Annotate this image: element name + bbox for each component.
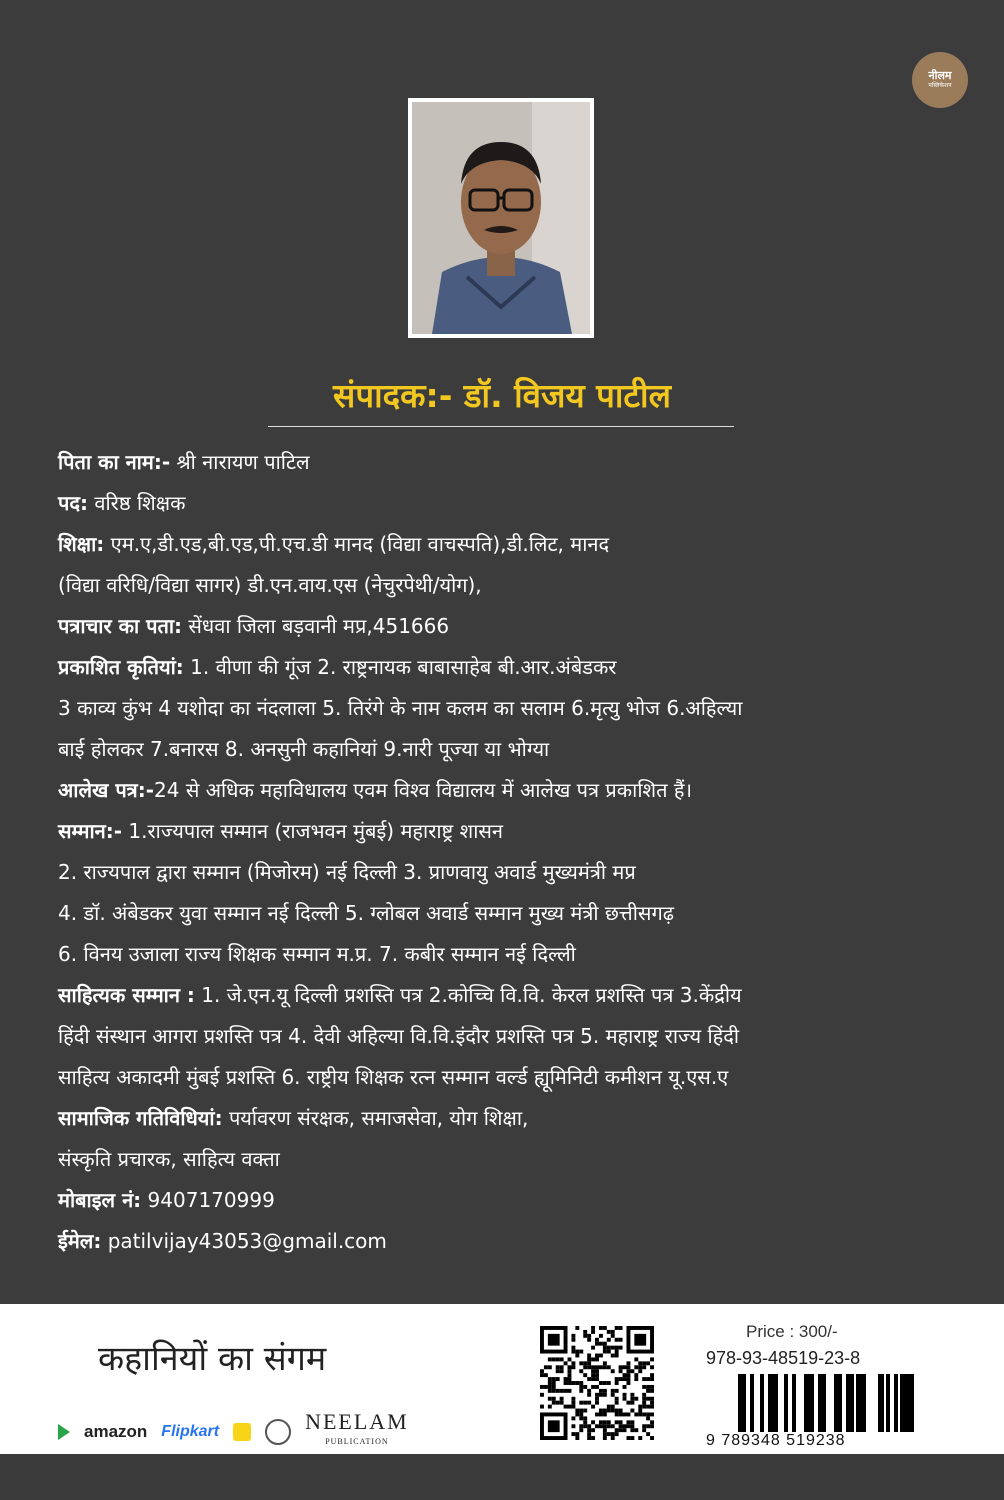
bio-text: हिंदी संस्थान आगरा प्रशस्ति पत्र 4. देवी अहिल्या वि.वि.इंदौर प्रशस्ति पत्र 5. महाराष्ट्र राज्य हिंदी [58, 1024, 740, 1048]
flipkart-logo: Flipkart [161, 1423, 220, 1440]
bio-line [58, 811, 958, 852]
google-play-icon [58, 1424, 70, 1440]
bio-line [58, 852, 958, 893]
publisher-sub: PUBLICATION [325, 1437, 389, 1446]
bio-text: एम.ए,डी.एड,बी.एड,पी.एच.डी मानद (विद्या वाचस्पति),डी.लिट, मानद [104, 532, 610, 556]
author-bio [58, 442, 958, 1262]
bio-text: 3 काव्य कुंभ 4 यशोदा का नंदलाला 5. तिरंगे के नाम कलम का सलाम 6.मृत्यु भोज 6.अहिल्या [58, 696, 743, 720]
bio-line [58, 934, 958, 975]
bio-line [58, 1057, 958, 1098]
divider [268, 426, 734, 427]
publisher-logo [912, 52, 968, 108]
bio-text: 6. विनय उजाला राज्य शिक्षक सम्मान म.प्र. 7. कबीर सम्मान नई दिल्ली [58, 942, 576, 966]
bio-label: पत्राचार का पता: [58, 614, 183, 638]
bio-line [58, 688, 958, 729]
bio-line [58, 647, 958, 688]
bio-text: वरिष्ठ शिक्षक [87, 491, 186, 515]
bio-line [58, 606, 958, 647]
bio-line [58, 893, 958, 934]
bio-line [58, 483, 958, 524]
price: Price : 300/- [746, 1322, 838, 1341]
store-logos [58, 1409, 409, 1452]
bio-line [58, 975, 958, 1016]
bio-text: संस्कृति प्रचारक, साहित्य वक्ता [58, 1147, 280, 1171]
isbn: 978-93-48519-23-8 [706, 1348, 861, 1368]
bio-text: 1. वीणा की गूंज 2. राष्ट्रनायक बाबासाहेब बी.आर.अंबेडकर [183, 655, 617, 679]
bio-line [58, 1098, 958, 1139]
editor-heading: संपादक:- डॉ. विजय पाटील [333, 376, 671, 415]
bio-line [58, 1139, 958, 1180]
bio-text: साहित्य अकादमी मुंबई प्रशस्ति 6. राष्ट्रीय शिक्षक रत्न सम्मान वर्ल्ड ह्यूमिनिटी कमीशन यू.एस.ए [58, 1065, 729, 1089]
bio-text: 1.राज्यपाल सम्मान (राजभवन मुंबई) महाराष्ट्र शासन [122, 819, 503, 843]
bio-line [58, 1180, 958, 1221]
bio-label: मोबाइल नं: [58, 1188, 142, 1212]
bio-label: शिक्षा: [58, 532, 105, 556]
qr-code [540, 1326, 654, 1440]
bio-label: पद: [58, 491, 88, 515]
bio-text: श्री नारायण पाटिल [170, 450, 310, 474]
bio-text: 1. जे.एन.यू दिल्ली प्रशस्ति पत्र 2.कोच्चि वि.वि. केरल प्रशस्ति पत्र 3.केंद्रीय [194, 983, 742, 1007]
bio-line [58, 524, 958, 565]
bio-label: पिता का नाम:- [58, 450, 171, 474]
bio-line [58, 770, 958, 811]
flipkart-bag-icon [233, 1423, 251, 1441]
bio-label: प्रकाशित कृतियां: [58, 655, 184, 679]
barcode-number: 9 789348 519238 [706, 1432, 846, 1449]
bio-label: सम्मान:- [58, 819, 123, 843]
book-title: कहानियों का संगम [98, 1339, 327, 1379]
logo-text-1: नीलम [928, 69, 952, 82]
bio-line [58, 565, 958, 606]
bio-label: आलेख पत्र:- [58, 778, 155, 802]
bio-text: patilvijay43053@gmail.com [101, 1229, 387, 1253]
bio-line [58, 729, 958, 770]
footer-band [0, 1304, 1004, 1454]
amazon-logo: amazon [84, 1422, 148, 1441]
barcode [724, 1374, 914, 1432]
bio-text: 24 से अधिक महाविधालय एवम विश्व विद्यालय में आलेख पत्र प्रकाशित हैं। [154, 778, 693, 802]
logo-text-2: पब्लिकेशन [928, 82, 952, 89]
bio-text: बाई होलकर 7.बनारस 8. अनसुनी कहानियां 9.नारी पूज्या या भोग्या [58, 737, 550, 761]
neelam-seal-icon [265, 1419, 291, 1445]
bio-text: सेंधवा जिला बड़वानी मप्र,451666 [182, 614, 450, 638]
bio-label: साहित्यक सम्मान : [58, 983, 195, 1007]
author-photo [408, 98, 594, 338]
bio-line [58, 1221, 958, 1262]
bio-line [58, 1016, 958, 1057]
neelam-publication-logo [305, 1409, 409, 1452]
bio-text: 9407170999 [141, 1188, 275, 1212]
bio-label: सामाजिक गतिविधियां: [58, 1106, 223, 1130]
publisher-name: NEELAM [305, 1409, 409, 1434]
bio-text: 2. राज्यपाल द्वारा सम्मान (मिजोरम) नई दिल्ली 3. प्राणवायु अवार्ड मुख्यमंत्री मप्र [58, 860, 636, 884]
bio-label: ईमेल: [58, 1229, 102, 1253]
bio-text: 4. डॉ. अंबेडकर युवा सम्मान नई दिल्ली 5. ग्लोबल अवार्ड सम्मान मुख्य मंत्री छत्तीसगढ़ [58, 901, 674, 925]
bio-text: पर्यावरण संरक्षक, समाजसेवा, योग शिक्षा, [222, 1106, 529, 1130]
bio-line [58, 442, 958, 483]
bio-text: (विद्या वरिधि/विद्या सागर) डी.एन.वाय.एस (नेचुरपेथी/योग), [58, 573, 482, 597]
